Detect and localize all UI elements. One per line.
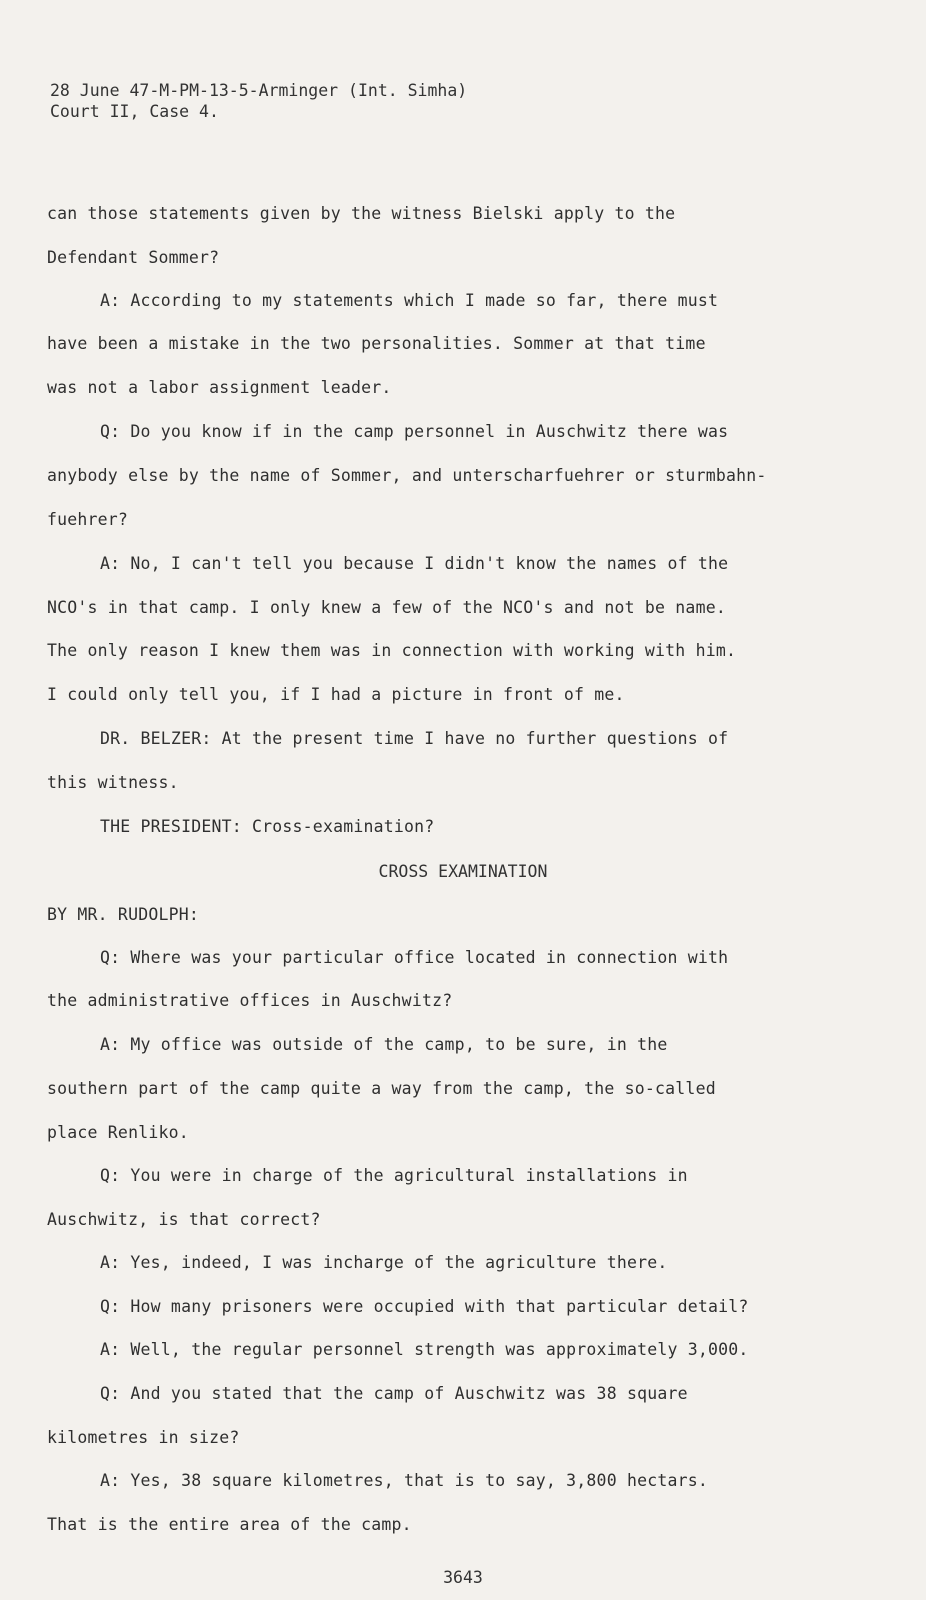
- text-line: was not a labor assignment leader.: [47, 378, 392, 397]
- text-line: A: No, I can't tell you because I didn't know the names of the: [100, 554, 729, 573]
- page-number: 3643: [443, 1568, 483, 1587]
- text-line: I could only tell you, if I had a picture in front of me.: [47, 685, 625, 704]
- text-line: That is the entire area of the camp.: [47, 1515, 412, 1534]
- text-line: Defendant Sommer?: [47, 248, 220, 267]
- text-line: southern part of the camp quite a way from the camp, the so-called: [47, 1079, 716, 1098]
- text-line: this witness.: [47, 773, 179, 792]
- header-line-2: Court II, Case 4.: [50, 102, 219, 121]
- text-line: A: According to my statements which I made so far, there must: [100, 291, 719, 310]
- text-line: A: Well, the regular personnel strength was approximately 3,000.: [100, 1340, 749, 1359]
- text-line: the administrative offices in Auschwitz?: [47, 991, 453, 1010]
- text-line: Q: Where was your particular office located in connection with: [100, 948, 729, 967]
- text-line: Q: How many prisoners were occupied with that particular detail?: [100, 1297, 749, 1316]
- text-line: Q: And you stated that the camp of Auschwitz was 38 square: [100, 1384, 688, 1403]
- text-line: place Renliko.: [47, 1123, 189, 1142]
- text-line: The only reason I knew them was in connection with working with him.: [47, 641, 737, 660]
- text-line: fuehrer?: [47, 510, 129, 529]
- text-line: A: My office was outside of the camp, to be sure, in the: [100, 1035, 668, 1054]
- text-line: have been a mistake in the two personalities. Sommer at that time: [47, 334, 706, 353]
- text-line: NCO's in that camp. I only knew a few of the NCO's and not be name.: [47, 598, 726, 617]
- document-header: [50, 80, 467, 122]
- text-line: A: Yes, indeed, I was incharge of the agriculture there.: [100, 1253, 668, 1272]
- text-line: DR. BELZER: At the present time I have no further questions of: [100, 729, 729, 748]
- text-line: can those statements given by the witness Bielski apply to the: [47, 204, 676, 223]
- text-line: Auschwitz, is that correct?: [47, 1210, 321, 1229]
- text-line: A: Yes, 38 square kilometres, that is to say, 3,800 hectars.: [100, 1471, 709, 1490]
- text-line: THE PRESIDENT: Cross-examination?: [100, 817, 435, 836]
- header-line-1: 28 June 47-M-PM-13-5-Arminger (Int. Simha): [50, 81, 468, 100]
- text-line: Q: You were in charge of the agricultural installations in: [100, 1166, 688, 1185]
- section-title: CROSS EXAMINATION: [378, 862, 548, 881]
- text-line: BY MR. RUDOLPH:: [47, 905, 200, 924]
- text-line: kilometres in size?: [47, 1428, 240, 1447]
- text-line: anybody else by the name of Sommer, and unterscharfuehrer or sturmbahn-: [47, 466, 767, 485]
- text-line: Q: Do you know if in the camp personnel in Auschwitz there was: [100, 422, 729, 441]
